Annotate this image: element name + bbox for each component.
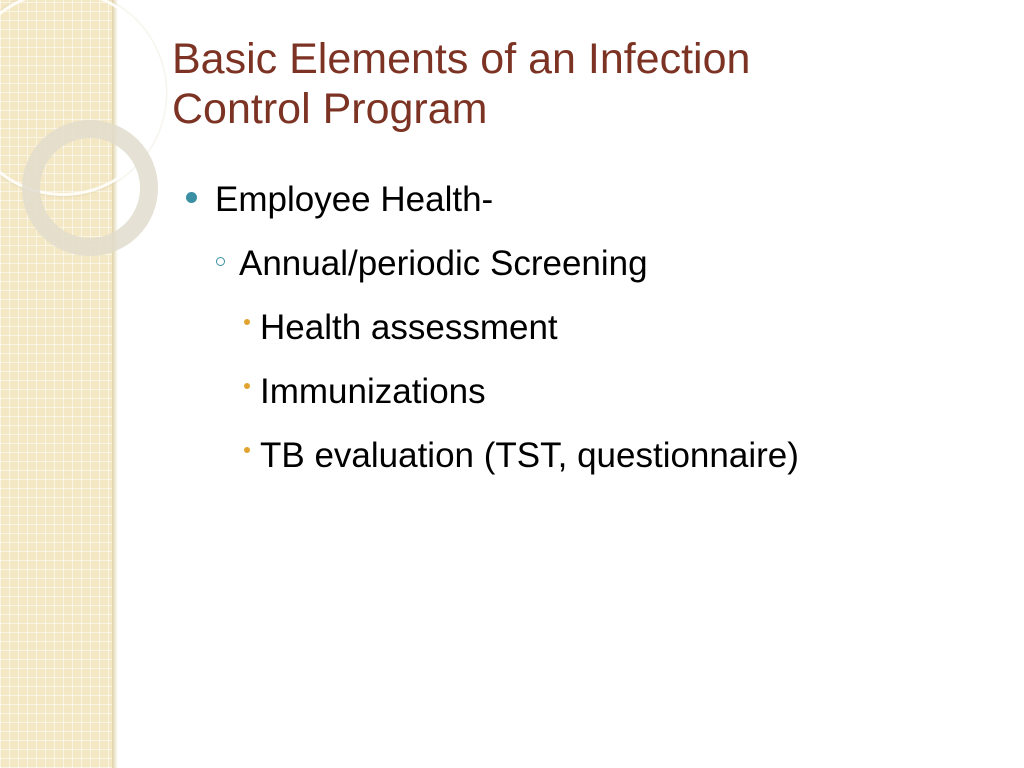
slide-title-line-2: Control Program: [172, 85, 488, 134]
small-dot-bullet-icon: [244, 447, 250, 453]
decorative-ring-small: [22, 120, 158, 256]
bullet-item-level3: [244, 424, 1000, 488]
bullet-text: Annual/periodic Screening: [239, 244, 648, 283]
slide-title: [172, 34, 992, 135]
slide-title-line-1: Basic Elements of an Infection: [172, 35, 751, 83]
small-dot-bullet-icon: [244, 383, 250, 389]
bullet-text: Immunizations: [260, 372, 486, 411]
bullet-item-level3: [244, 360, 1000, 424]
filled-circle-bullet-icon: [186, 192, 197, 203]
bullet-list: [180, 168, 1000, 488]
bullet-text: TB evaluation (TST, questionnaire): [260, 436, 799, 475]
bullet-item-level3: [244, 296, 1000, 360]
small-dot-bullet-icon: [244, 319, 250, 325]
bullet-item-level1: [180, 168, 1000, 232]
hollow-circle-bullet-icon: [216, 257, 225, 266]
bullet-item-level2: [216, 232, 1000, 296]
bullet-text: Employee Health-: [215, 180, 494, 219]
bullet-text: Health assessment: [260, 308, 558, 347]
